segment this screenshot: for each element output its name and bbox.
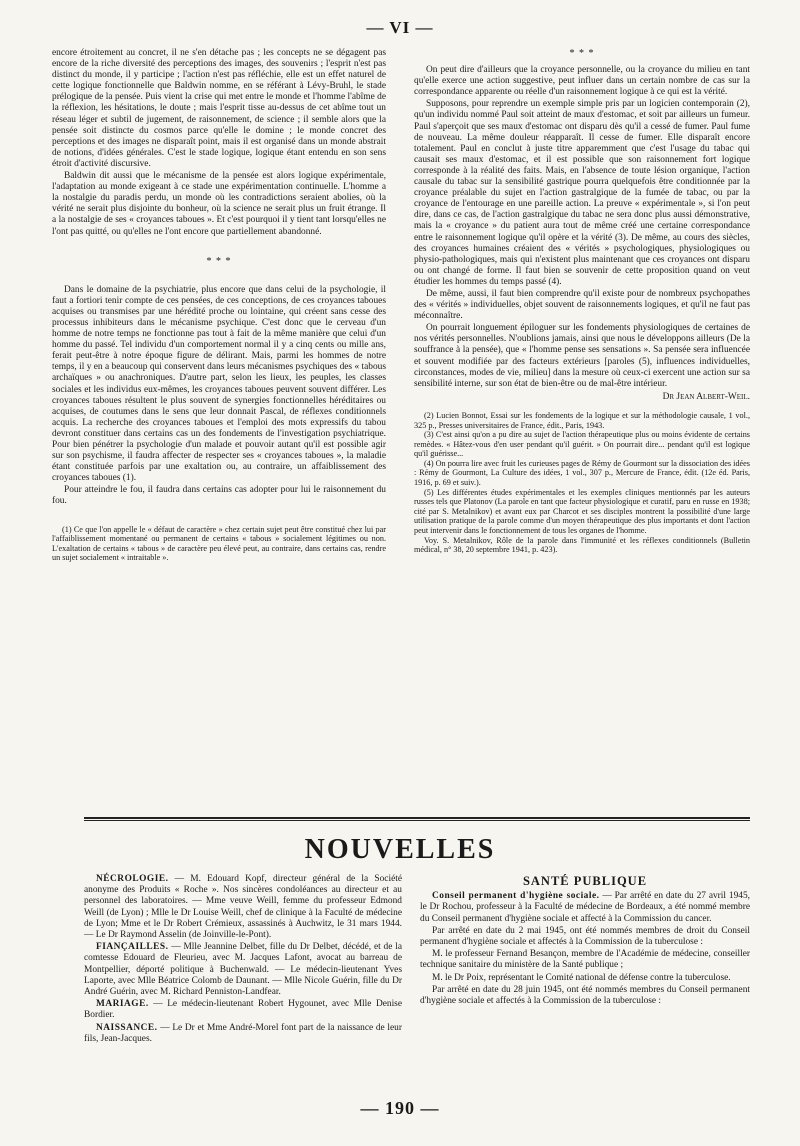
left-paragraph-4: Pour atteindre le fou, il faudra dans certains cas adopter pour lui le raisonnement du fou.: [52, 485, 386, 507]
left-column: [52, 48, 386, 563]
news-necrologie: [84, 874, 402, 941]
sante-publique-title: SANTÉ PUBLIQUE: [522, 874, 648, 888]
necrologie-text: — M. Edouard Kopf, directeur général de la Société anonyme des Produits « Roche ». Nos sincères condoléances au directeur et au personnel des laboratoires. — Mme veuve Weill, femme du professeur Edmond Weill (de Lyon) ; Mlle le Dr Louise Weill, chef de clinique à la Faculté de médecine de Lyon; Mme et le Dr Robert Crémieux, assassinés à Auchwitz, le 31 mars 1944. — Le Dr Raymond Asselin (de Joinville-le-Pont).: [84, 874, 402, 941]
footnote-1: (1) Ce que l'on appelle le « défaut de caractère » chez certain sujet peut être constitué chez lui par l'affaiblissement momentané ou permanent de certains « tabous » socialement légitimes ou non. L'exaltation de certains « tabous » de caractère peu élevé peut, au contraire, dans certains cas, rendre un sujet socialement « intraitable ».: [52, 524, 386, 563]
naissance-label: NAISSANCE.: [96, 1022, 158, 1033]
section-separator: * * *: [569, 48, 595, 59]
fiancailles-label: FIANÇAILLES.: [96, 942, 169, 953]
news-left-column: [84, 874, 402, 1046]
nouvelles-title: NOUVELLES: [304, 834, 496, 865]
necrologie-label: NÉCROLOGIE.: [96, 874, 169, 884]
section-separator: * * *: [206, 255, 232, 267]
left-footnotes: [52, 525, 386, 563]
news-poix: M. le Dr Poix, représentant le Comité national de défense contre la tuberculose.: [432, 972, 731, 983]
news-mariage: [84, 999, 402, 1021]
news-right-column: [420, 874, 750, 1008]
footnote-5: (5) Les différentes études expérimentales et les exemples cliniques mentionnés par les auteurs russes tels que Platonov (La parole en tant que facteur physiologique et curatif, paru en russe en 1938; cité par S. Metalnikov) et avant eux par Charcot et ses disciples montrent la possibilité d'une large utilisation pratique de la parole comme d'un moyen thérapeutique des plus importants et dont l'action peut intervenir dans le fonctionnement de tous les organes de l'homme.: [414, 487, 750, 536]
footnote-2: (2) Lucien Bonnot, Essai sur les fondements de la logique et sur la méthodologie causale, 1 vol., 325 p., Presses universitaires de France, édit., Paris, 1943.: [414, 410, 750, 430]
footnote-6: Voy. S. Metalnikov, Rôle de la parole dans l'immunité et les réflexes conditionnels (Bulletin médical, n° 38, 20 septembre 1941, p. 423).: [414, 535, 750, 555]
right-paragraph-4: On pourrait longuement épiloguer sur les fondements physiologiques de certaines de nos vérités personnelles. N'oublions jamais, ainsi que nous le développons ailleurs (De la souffrance à la pensée), que « l'homme pense ses sensations ». Sa pensée sera influencée et souvent modifiée par des facteurs extérieurs [paroles (5), influences individuelles, circonstances, modes de vie, milieu] dans la mesure où ceux-ci exercent une action sur sa sensibilité interne, sur son état de bien-être ou de mal-être intérieur.: [414, 323, 750, 389]
news-fiancailles: [84, 942, 402, 998]
mariage-text: — Le médecin-lieutenant Robert Hygounet, avec Mlle Denise Bordier.: [84, 999, 402, 1021]
right-footnotes: [414, 411, 750, 555]
news-conseil: [420, 891, 750, 925]
left-paragraph-2: Baldwin dit aussi que le mécanisme de la pensée est alors logique expérimentale, l'adaptation au monde exigeant à ce stade une expérimentation continuelle. L'homme a la nostalgie du paradis perdu, un monde où les contradictions seraient abolies, où la vérité ne serait plus disjointe du bonheur, où la science ne serait plus un fruit étrange. Il a la nostalgie de ses « croyances taboues ». Et c'est pourquoi il y tient tant lorsqu'elles ne l'ont pas quitté, ou qu'elles ne l'ont encore que partiellement abandonné.: [52, 171, 386, 237]
right-column: [414, 48, 750, 555]
news-arrete-2: Par arrêté en date du 2 mai 1945, ont été nommés membres de droit du Conseil permanent d'hygiène sociale et affectés à la Commission de la tuberculose :: [420, 925, 750, 948]
section-divider: [84, 817, 750, 819]
fiancailles-text: — Mlle Jeannine Delbet, fille du Dr Delbet, décédé, et de la comtesse Edouard de Fleurieu, avec M. Jacques Lafont, avocat au barreau de Montpellier, déporté politique à Buchenwald. — Le médecin-lieutenant Yves Laporte, avec Mlle Béatrice Colomb de Daunant. — Mlle Nicole Guérin, fille du Dr André Guérin, avec M. Richard Penniston-Landfear.: [84, 942, 402, 998]
footnote-4: (4) On pourra lire avec fruit les curieuses pages de Rémy de Gourmont sur la dissociation des idées : Rémy de Gourmont, La Culture des idées, 1 vol., 307 p., Mercure de France, édit. (12e éd. Paris, 1916, p. 69 et suiv.).: [414, 458, 750, 488]
news-besancon: M. le professeur Fernand Besançon, membre de l'Académie de médecine, conseiller technique sanitaire du ministère de la Santé publique ;: [420, 949, 750, 971]
right-paragraph-2: Supposons, pour reprendre un exemple simple pris par un logicien contemporain (2), qu'un individu nommé Paul soit atteint de maux d'estomac, et soit par ailleurs un fumeur. Paul s'aperçoit que ses maux d'estomac ont disparu dès qu'il a cessé de fumer. Paul fume de nouveau. La même douleur réapparaît. Il cesse de fumer. Elle disparaît encore totalement. Paul en conclut à juste titre apparemment que c'est l'usage du tabac qui causait ses maux d'estomac, et il est possible que son raisonnement fort logique corresponde à la réalité des faits. Mais, en l'absence de toute lésion organique, l'action causale du tabac sur la sensibilité gastrique pourra quelquefois être conditionnée par la croyance préalable du sujet en l'action gastralgique de la fumée de tabac, ou par la croyance de l'entourage en une pareille action. La preuve « expérimentale », si l'on peut dire, dans ce cas, de l'action gastralgique du tabac ne sera donc plus aussi démonstrative, mais la « croyance » du patient aura tout de même créé une certaine correspondance entre le raisonnement logique qu'il opère et la vérité (3). De même, au cours des siècles, des croyances humaines créaient des « vérités » psychologiques, physiologiques ou physio-pathologiques, mais qui n'existent plus maintenant que ces croyances ont disparu ou ont changé de forme. Il faut bien se souvenir de cette proposition quand on veut étudier les hommes du temps passé (4).: [414, 99, 750, 287]
left-paragraph-1: encore étroitement au concret, il ne s'en détache pas ; les concepts ne se dégagent pas encore de la riche diversité des perceptions des images, des souvenirs ; l'esprit n'est pas distinct du monde, il y participe ; l'action n'est pas réfléchie, elle est un effet naturel de cette logique fonctionnelle que Baldwin nomme, en se référant à Lévy-Bruhl, le stade prélogique de la pensée. Puis vient la crise qui met entre le monde et l'homme l'abîme de la réflexion, les hésitations, le doute ; mais l'esprit tisse au-dessus de cet abîme tout un réseau léger et subtil de jugement, de raisonnement, de science ; il semble alors que la pensée soit distincte du cosmos parce qu'elle le domine ; le monde concret des perceptions et des images ne disparaît point, mais il est organisé dans un monde abstrait de notions, d'idées générales. C'est le stade logique, logique étant entendu en son sens étroit d'activité discursive.: [52, 48, 386, 169]
left-paragraph-3: Dans le domaine de la psychiatrie, plus encore que dans celui de la psychologie, il faut a fortiori tenir compte de ces pensées, de ces conceptions, de ces croyances taboues acquises ou transmises par une hérédité proche ou lointaine, qui créent sans cesse des processus inhibiteurs dans le mécanisme psychique. C'est donc que le cerveau d'un homme de notre temps ne fonctionne pas tout à fait de la même manière que celui d'un homme du passé. Tel individu d'un comportement normal il y a cinq cents ou mille ans, ferait peut-être à notre époque figure de délirant. Mais, parmi les hommes de notre temps, il y en a beaucoup qui conservent dans leurs mécanismes psychiques des « tabous archaïques » ou anachroniques. D'autre part, selon les lieux, les peuples, les classes sociales et les individus eux-mêmes, les croyances taboues peuvent souvent différer. Les croyances taboues résultent le plus souvent de synergies fonctionnelles héréditaires ou acquises, de coutumes dans le sens que leur donnait Pascal, de réflexes conditionnels acquis. La recherche des croyances taboues et l'emploi des mots expressifs du tabou devront constituer dans certains cas un des fondements de l'investigation psychiatrique. Pour bien pénétrer la psychologie d'un malade et pouvoir autant qu'il est possible agir sur son psychisme, il faudra affecter de respecter ses « croyances taboues », la maladie étant constituée parfois par une exaltation ou, au contraire, un affaiblissement des croyances taboues (1).: [52, 284, 386, 484]
section-divider-thin: [84, 820, 750, 821]
author-signature: Dr Jean Albert-Weil.: [662, 391, 750, 402]
right-paragraph-3: De même, aussi, il faut bien comprendre qu'il existe pour de nombreux psychopathes des « vérités » individuelles, objet souvent de raisonnements logiques, et qu'il ne faut pas méconnaître.: [414, 288, 750, 322]
right-paragraph-1: On peut dire d'ailleurs que la croyance personnelle, ou la croyance du milieu en tant qu'elle exerce une action suggestive, peut influer dans un certain nombre de cas sur la correspondance apparente ou réelle d'un raisonnement logique à ce qui est la vérité.: [414, 65, 750, 98]
news-arrete-3: Par arrêté en date du 28 juin 1945, ont été nommés membres du Conseil permanent d'hygiène sociale et affectés à la Commission de la tuberculose :: [420, 984, 750, 1007]
conseil-label: Conseil permanent d'hygiène sociale.: [432, 891, 600, 902]
conseil-text: — Par arrêté en date du 27 avril 1945, le Dr Rochou, professeur à la Faculté de médecine de Bordeaux, a été nommé membre du Conseil permanent d'hygiène sociale et affecté à la Commission du cancer.: [420, 891, 750, 924]
naissance-text: — Le Dr et Mme André-Morel font part de la naissance de leur fils, Jean-Jacques.: [84, 1022, 402, 1044]
page-header-roman: — VI —: [366, 18, 434, 37]
footnote-3: (3) C'est ainsi qu'on a pu dire au sujet de l'action thérapeutique plus ou moins évidente de certains remèdes. « Hâtez-vous d'en user pendant qu'il guérit. » On pourrait dire... pendant qu'il est logique qu'il guérisse...: [414, 430, 750, 459]
mariage-label: MARIAGE.: [96, 999, 149, 1010]
news-naissance: [84, 1023, 402, 1045]
page-number: — 190 —: [360, 1098, 440, 1118]
